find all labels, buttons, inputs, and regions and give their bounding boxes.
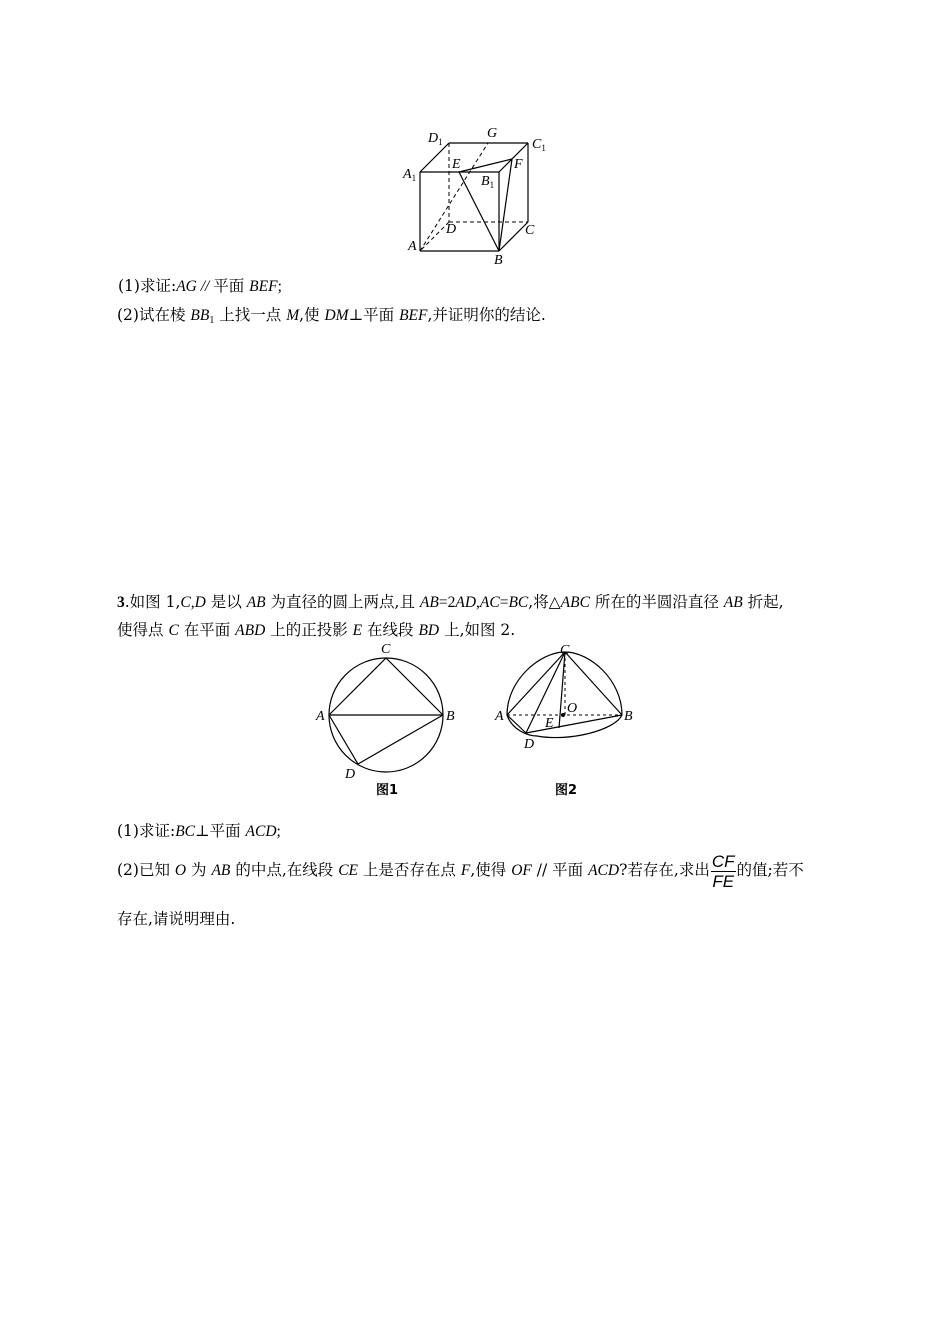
label-a: A — [408, 239, 417, 254]
fraction-cf-fe: $\frac{CF}{FE}$ — [711, 851, 735, 891]
question-number: 3 — [117, 594, 125, 611]
fig2-label-e: E — [545, 716, 554, 731]
fig1-caption: 图1 — [376, 783, 399, 798]
label-e: E — [452, 157, 461, 172]
fig1-label-c: C — [381, 642, 391, 657]
q2-part2: (2)试在棱 $BB_1$ 上找一点 M,使 DM⊥平面 BEF,并证明你的结论. — [117, 306, 546, 326]
fig2-caption: 图2 — [555, 783, 578, 798]
fig2-label-b: B — [624, 709, 633, 724]
q3-line1: 3.如图 1,C,D 是以 AB 为直径的圆上两点,且 AB=2AD,AC=BC,将△ABC 所在的半圆沿直径 AB 折起, — [117, 593, 784, 611]
label-c1: $C_1$ — [532, 137, 546, 153]
label-a1: $A_1$ — [403, 167, 417, 183]
cube-figure — [400, 120, 560, 270]
q3-part2-continued: 存在,请说明理由. — [117, 910, 236, 928]
folded-figure-2 — [490, 640, 640, 800]
fig1-label-b: B — [446, 709, 455, 724]
fig2-label-d: D — [524, 737, 535, 752]
q3-part2: (2)已知 O 为 AB 的中点,在线段 CE 上是否存在点 F,使得 OF // 平面 ACD?若存在,求出 $\frac{CF}{FE}$ 的值;若不 — [117, 851, 804, 891]
fig2-label-c: C — [560, 643, 570, 658]
fig1-label-a: A — [316, 709, 325, 724]
label-d1: $D_1$ — [428, 131, 443, 147]
label-d: D — [446, 222, 457, 237]
fig1-label-d: D — [345, 767, 356, 782]
circle-figure-1 — [310, 640, 470, 800]
label-b: B — [494, 253, 503, 268]
q3-part1: (1)求证:BC⊥平面 ACD; — [117, 822, 281, 840]
fig2-label-a: A — [495, 709, 504, 724]
q3-line2: 使得点 C 在平面 ABD 上的正投影 E 在线段 BD 上,如图 2. — [117, 621, 516, 639]
label-g: G — [487, 126, 498, 141]
label-c: C — [525, 223, 535, 238]
fig2-label-o: O — [567, 701, 578, 716]
q2-part1: (1)求证:AG // 平面 BEF; — [118, 277, 282, 295]
label-b1: $B_1$ — [481, 174, 495, 190]
label-f: F — [514, 157, 523, 172]
